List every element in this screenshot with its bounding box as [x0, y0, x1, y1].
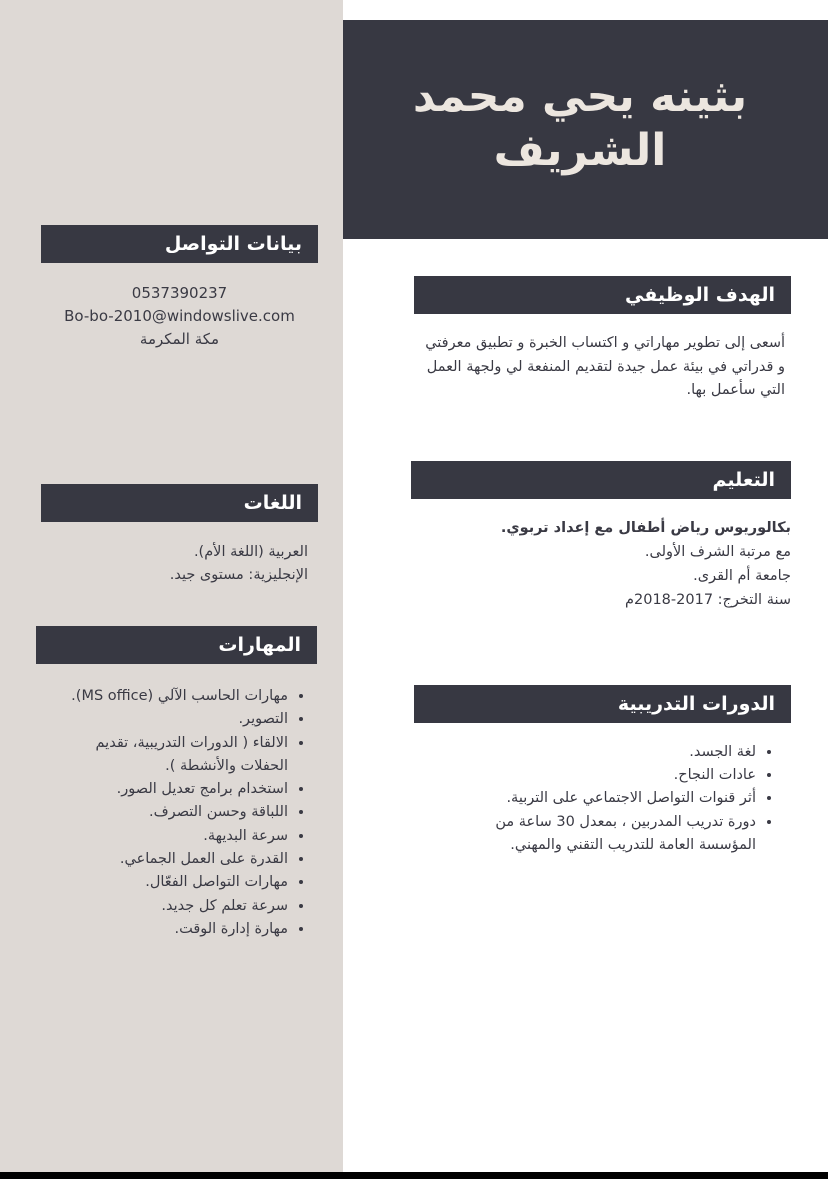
skill-item: • التصوير. [46, 708, 288, 731]
course-item: • عادات النجاح. [470, 764, 756, 787]
language-item: العربية (اللغة الأم). [193, 544, 308, 560]
contact-email: Bo-bo-2010@windowslive.com [64, 307, 295, 325]
languages-heading: اللغات [41, 484, 318, 522]
education-degree: بكالوريوس رياض أطفال مع إعداد تربوي. [500, 520, 791, 536]
education-university: جامعة أم القرى. [693, 568, 791, 584]
education-graduation: سنة التخرج: 2017-2018م [625, 592, 791, 608]
language-item: الإنجليزية: مستوى جيد. [169, 567, 308, 583]
contact-city: مكة المكرمة [139, 330, 220, 348]
contact-phone: 0537390237 [131, 284, 228, 302]
skill-item: • استخدام برامج تعديل الصور. [46, 778, 288, 801]
course-item: • أثر قنوات التواصل الاجتماعي على التربية. [470, 787, 756, 810]
skill-item: • مهارة إدارة الوقت. [46, 918, 288, 941]
skills-heading: المهارات [36, 626, 317, 664]
skill-item: • مهارات الحاسب الآلي (MS office). [46, 685, 288, 708]
languages-list [41, 541, 308, 587]
skill-item: • سرعة تعلم كل جديد. [46, 895, 288, 918]
skill-item: • القدرة على العمل الجماعي. [46, 848, 288, 871]
skill-item: • سرعة البديهة. [46, 825, 288, 848]
objective-heading: الهدف الوظيفي [414, 276, 791, 314]
contact-heading: بيانات التواصل [41, 225, 318, 263]
skill-item: • مهارات التواصل الفعّال. [46, 871, 288, 894]
courses-list [470, 741, 786, 857]
education-heading: التعليم [411, 461, 791, 499]
skill-item: • اللباقة وحسن التصرف. [46, 801, 288, 824]
skill-item: • الالقاء ( الدورات التدريبية، تقديم الحفلات والأنشطة ). [46, 732, 288, 779]
name-line-1: بثينه يحي محمد [412, 71, 748, 122]
education-details [420, 516, 791, 612]
skills-list [46, 685, 318, 941]
bottom-edge [0, 1172, 828, 1179]
education-honor: مع مرتبة الشرف الأولى. [644, 544, 791, 560]
objective-text: أسعى إلى تطوير مهاراتي و اكتساب الخبرة و تطبيق معرفتي و قدراتي في بيئة عمل جيدة لتقديم المنفعة لي ولجهة العمل التي سأعمل بها. [425, 335, 785, 398]
name-line-2: الشريف [493, 125, 667, 176]
contact-details [41, 282, 318, 351]
person-name [380, 70, 780, 178]
course-item: • لغة الجسد. [470, 741, 756, 764]
course-item: • دورة تدريب المدربين ، بمعدل 30 ساعة من المؤسسة العامة للتدريب التقني والمهني. [470, 811, 756, 857]
courses-heading: الدورات التدريبية [414, 685, 791, 723]
